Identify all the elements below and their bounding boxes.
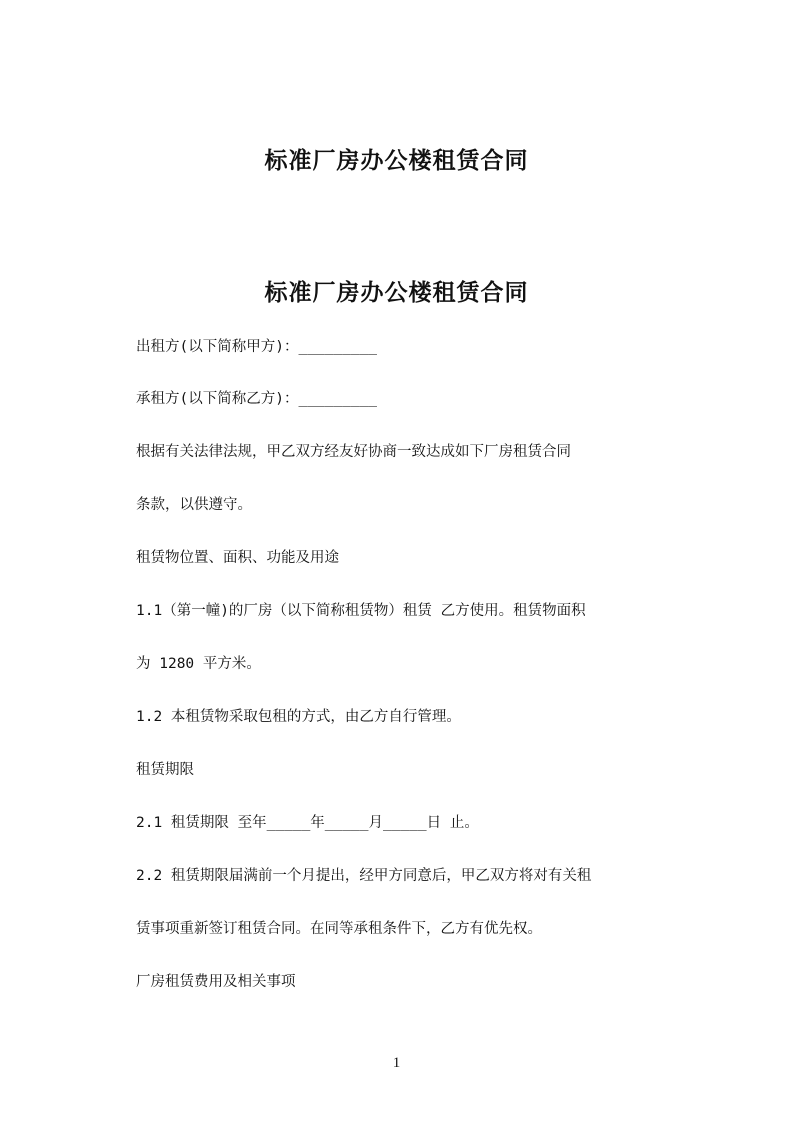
clause-2-2-line-2: 赁事项重新签订租赁合同。在同等承租条件下，乙方有优先权。	[136, 921, 542, 937]
lessor-line: 出租方(以下简称甲方)：_________	[136, 339, 378, 355]
page-number: 1	[392, 1055, 401, 1071]
section-heading-fees: 厂房租赁费用及相关事项	[136, 974, 296, 990]
clause-2-2-line-1: 2.2 租赁期限届满前一个月提出，经甲方同意后，甲乙双方将对有关租	[136, 868, 592, 884]
clause-1-1-line-2: 为 1280 平方米。	[136, 656, 261, 672]
main-title: 标准厂房办公楼租赁合同	[264, 280, 529, 306]
preamble-line-2: 条款，以供遵守。	[136, 497, 252, 513]
clause-2-1: 2.1 租赁期限 至年_____年_____月_____日 止。	[136, 815, 479, 831]
preamble-line-1: 根据有关法律法规，甲乙双方经友好协商一致达成如下厂房租赁合同	[136, 444, 571, 460]
lessee-line: 承租方(以下简称乙方)：_________	[136, 391, 378, 407]
cover-title: 标准厂房办公楼租赁合同	[264, 148, 529, 174]
section-heading-location: 租赁物位置、面积、功能及用途	[136, 550, 339, 566]
clause-1-1-line-1: 1.1（第一幢)的厂房（以下简称租赁物）租赁 乙方使用。租赁物面积	[136, 603, 586, 619]
section-heading-term: 租赁期限	[136, 762, 194, 778]
clause-1-2: 1.2 本租赁物采取包租的方式，由乙方自行管理。	[136, 709, 461, 725]
